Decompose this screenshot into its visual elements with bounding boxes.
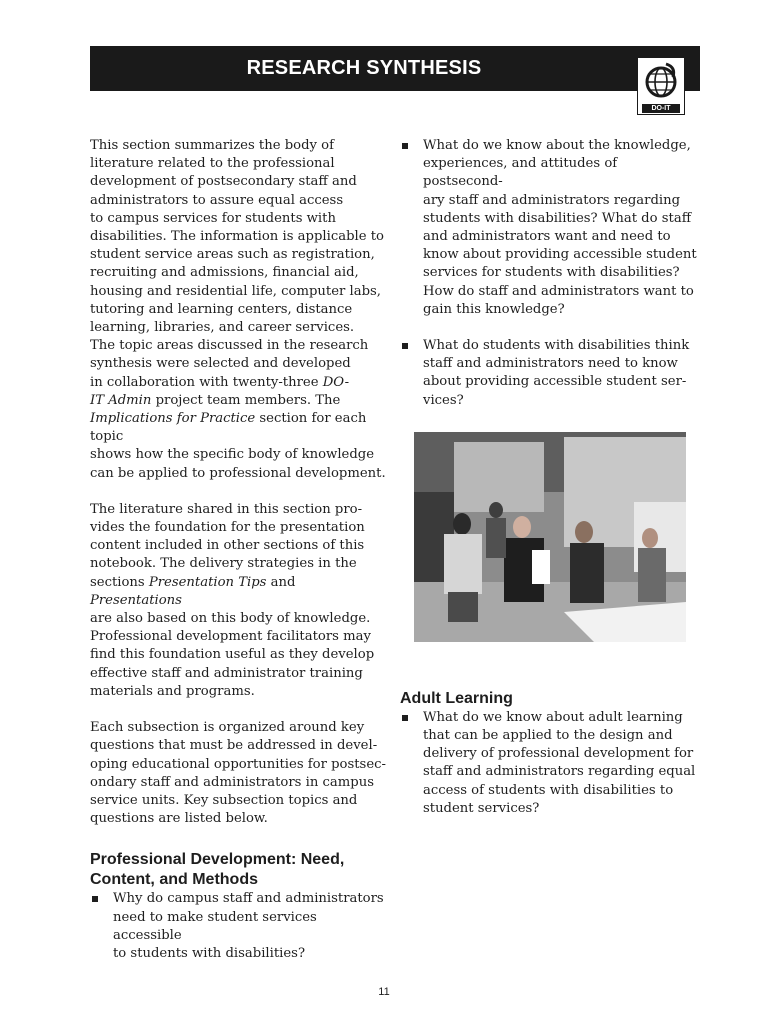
adult-learning-list [400, 709, 700, 818]
it-admin-emphasis: IT Admin [90, 392, 152, 408]
square-bullet-icon [92, 896, 98, 902]
globe-icon [642, 61, 680, 101]
implications-emphasis: Implications for Practice [90, 411, 256, 427]
do-it-logo [637, 57, 685, 115]
intro-paragraph: This section summarizes the body of literature related to the professional development of postsecondary staff and administrators to assure equal access to campus services for students with disabilities. The information is applicable to student service areas such as registration, recruiting and admissions, financial aid, housing and residential life, computer labs, tutoring and learning centers, distance learning, libraries, and career services. The topic areas discussed in the research synthesis were selected and developed in collaboration with twenty-three DO- IT Admin project team members. The Implications for Practice section for each topic shows how the specific body of knowledge can be applied to professional development. [90, 138, 386, 481]
presentations-emphasis: Presentations [90, 592, 182, 608]
list-item: Why do campus staff and administrators need to make student services accessible to students with disabilities? [90, 890, 388, 963]
subsection-paragraph: Each subsection is organized around key questions that must be addressed in devel- oping educational opportunities for postsec- ondary staff and administrators in campus service units. Key subsection topics and questions are listed below. [90, 720, 386, 827]
logo-label: DO-IT [642, 104, 680, 113]
section-header-bar [90, 46, 700, 91]
list-item: What do students with disabilities think staff and administrators need to know about providing accessible student ser- vices? [400, 337, 700, 410]
list-item: What do we know about the knowledge, experiences, and attitudes of postsecond- ary staff and administrators regarding students with disabilities? What do staff and administrators want and need to know about providing accessible student services for students with disabilities? How do staff and administrators want to gain this knowledge? [400, 137, 700, 319]
presentation-tips-emphasis: Presentation Tips [148, 574, 267, 590]
square-bullet-icon [402, 343, 408, 349]
professional-development-list [90, 890, 388, 963]
workshop-photo [414, 432, 686, 642]
right-column [400, 137, 700, 836]
do-it-emphasis: DO- [322, 374, 350, 390]
photo-illustration [414, 432, 686, 642]
professional-development-list-continued [400, 137, 700, 410]
square-bullet-icon [402, 143, 408, 149]
square-bullet-icon [402, 715, 408, 721]
adult-learning-heading: Adult Learning [400, 689, 513, 707]
left-column [90, 137, 388, 981]
professional-development-heading: Professional Development: Need, Content, and Methods [90, 851, 345, 889]
page-number: 11 [378, 986, 390, 998]
foundation-paragraph: The literature shared in this section pro- vides the foundation for the presentation content included in other sections of this notebook. The delivery strategies in the sections Presentation Tips and Presentations are also based on this body of knowledge. Professional development facilitators may find this foundation useful as they develop effective staff and administrator training materials and programs. [90, 501, 375, 699]
section-title: RESEARCH SYNTHESIS [246, 57, 482, 79]
list-item: What do we know about adult learning that can be applied to the design and delivery of professional development for staff and administrators regarding equal access of students with disabilities to student services? [400, 709, 700, 818]
